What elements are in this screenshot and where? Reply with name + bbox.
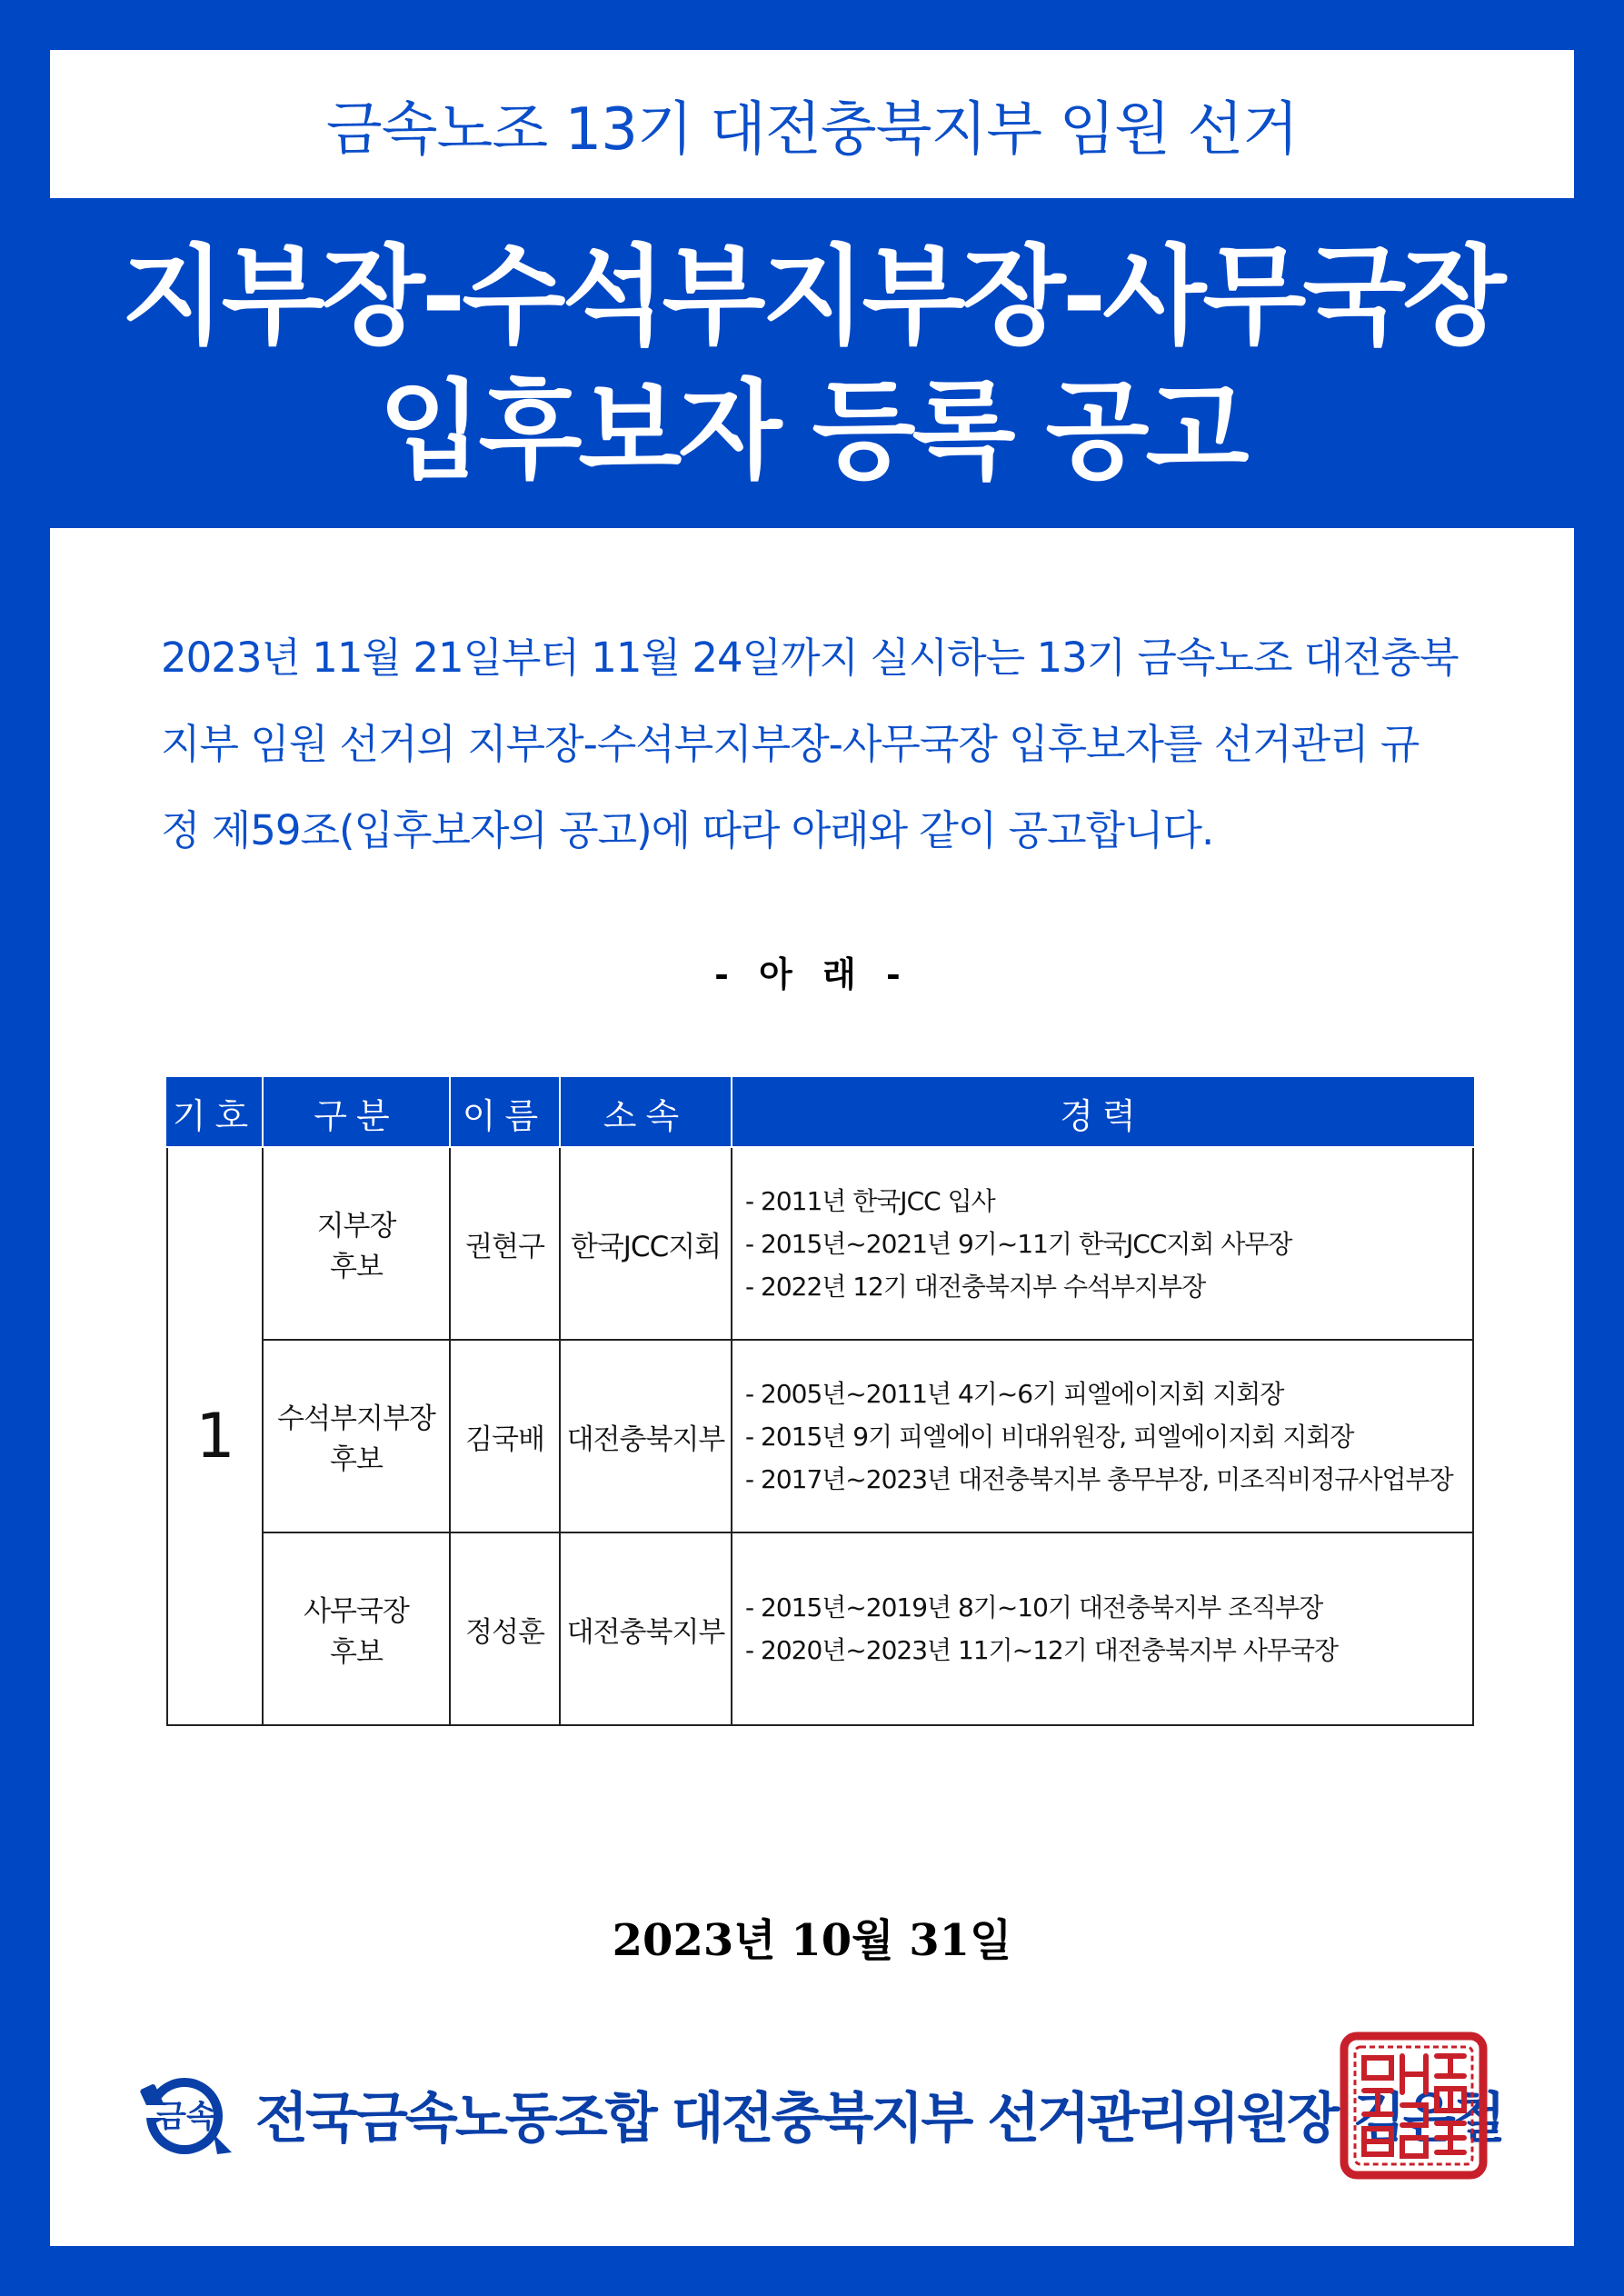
candidate-name: 권현구 (450, 1147, 560, 1340)
category-title: 지부장 (316, 1210, 396, 1243)
notice-date: 2023년 10월 31일 (612, 1915, 1012, 1966)
table-header-row (167, 1078, 1473, 1147)
election-title-band (50, 50, 1574, 198)
header-category: 구분 (263, 1078, 450, 1147)
category-suffix: 후보 (330, 1443, 383, 1476)
official-seal-icon (1339, 2031, 1489, 2181)
candidate-category (263, 1340, 450, 1532)
candidate-category (263, 1532, 450, 1725)
candidate-affiliation: 대전충북지부 (560, 1532, 732, 1725)
category-title: 사무국장 (304, 1595, 409, 1628)
category-title: 수석부지부장 (277, 1403, 435, 1435)
signatory: 전국금속노동조합 대전충북지부 선거관리위원장 김은철 (255, 2087, 1503, 2151)
career-item: - 2011년 한국JCC 입사 (745, 1185, 995, 1216)
election-title: 금속노조 13기 대전충북지부 임원 선거 (325, 95, 1299, 164)
union-logo-icon (130, 2069, 239, 2160)
career-item: - 2015년~2021년 9기~11기 한국JCC지회 사무장 (745, 1228, 1292, 1259)
headline-line-2: 입후보자 등록 공고 (378, 367, 1246, 494)
header-number: 기호 (167, 1078, 263, 1147)
table-row (167, 1147, 1473, 1340)
table-row (167, 1340, 1473, 1532)
logo-text: 금속 (156, 2099, 216, 2135)
intro-paragraph (161, 614, 1524, 873)
header-affiliation: 소속 (560, 1078, 732, 1147)
candidate-affiliation: 한국JCC지회 (560, 1147, 732, 1340)
career-item: - 2015년~2019년 8기~10기 대전충북지부 조직부장 (745, 1592, 1323, 1622)
category-suffix: 후보 (330, 1251, 383, 1283)
signature-line (130, 2064, 1548, 2164)
candidate-affiliation: 대전충북지부 (560, 1340, 732, 1532)
candidate-career (732, 1340, 1473, 1532)
table-row (167, 1532, 1473, 1725)
candidate-table (166, 1077, 1474, 1726)
candidate-career (732, 1532, 1473, 1725)
category-suffix: 후보 (330, 1636, 383, 1669)
notice-panel (50, 528, 1574, 2246)
notice-headline (50, 198, 1574, 528)
headline-line-1: 지부장-수석부지부장-사무국장 (121, 233, 1503, 359)
section-label: - 아 래 - (714, 953, 910, 994)
candidate-category (263, 1147, 450, 1340)
header-name: 이름 (450, 1078, 560, 1147)
career-item: - 2022년 12기 대전충북지부 수석부지부장 (745, 1271, 1206, 1302)
ballot-number: 1 (167, 1147, 263, 1725)
candidate-name: 김국배 (450, 1340, 560, 1532)
candidate-name: 정성훈 (450, 1532, 560, 1725)
candidate-career (732, 1147, 1473, 1340)
intro-line-1: 2023년 11월 21일부터 11월 24일까지 실시하는 13기 금속노조 대전충북 (161, 634, 1459, 682)
header-career: 경력 (732, 1078, 1473, 1147)
intro-line-2: 지부 임원 선거의 지부장-수석부지부장-사무국장 입후보자를 선거관리 규 (161, 720, 1420, 768)
career-item: - 2015년 9기 피엘에이 비대위원장, 피엘에이지회 지회장 (745, 1421, 1354, 1452)
career-item: - 2005년~2011년 4기~6기 피엘에이지회 지회장 (745, 1378, 1284, 1409)
career-item: - 2020년~2023년 11기~12기 대전충북지부 사무국장 (745, 1635, 1339, 1665)
intro-line-3: 정 제59조(입후보자의 공고)에 따라 아래와 같이 공고합니다. (161, 806, 1214, 854)
career-item: - 2017년~2023년 대전충북지부 총무부장, 미조직비정규사업부장 (745, 1463, 1453, 1494)
